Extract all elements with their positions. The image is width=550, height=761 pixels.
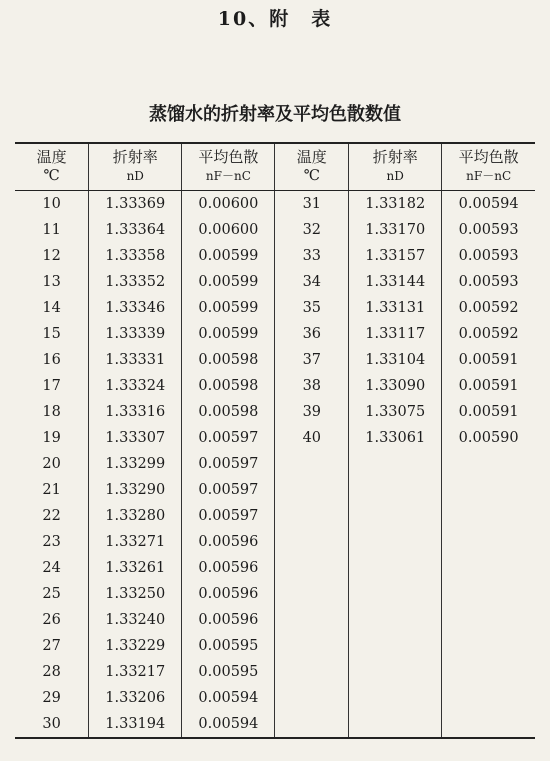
refractive-index-cell: [349, 581, 442, 607]
refractive-index-cell: 1.33229: [89, 633, 182, 659]
dispersion-cell: [442, 451, 535, 477]
refractive-index-cell: [349, 555, 442, 581]
refractive-index-cell: 1.33299: [89, 451, 182, 477]
temperature-cell: 32: [275, 217, 349, 243]
dispersion-cell: 0.00596: [182, 607, 275, 633]
table-title: 蒸馏水的折射率及平均色散数值: [149, 104, 401, 125]
header-refractive-index-symbol: nD: [386, 169, 404, 183]
header-dispersion-label: 平均色散: [458, 148, 519, 166]
refractive-index-cell: 1.33352: [89, 269, 182, 295]
header-refractive-index: [89, 143, 182, 191]
temperature-cell: 10: [42, 196, 61, 212]
dispersion-cell: 0.00594: [442, 191, 535, 218]
refractive-index-cell: 1.33280: [89, 503, 182, 529]
dispersion-cell: 0.00599: [182, 269, 275, 295]
header-temperature-unit: ℃: [303, 168, 320, 184]
temperature-cell: 35: [275, 295, 349, 321]
refractive-index-cell: 1.33358: [89, 243, 182, 269]
refractive-index-cell: 1.33117: [349, 321, 442, 347]
table-row: [15, 373, 535, 399]
dispersion-cell: 0.00595: [182, 659, 275, 685]
refractive-index-cell: [349, 477, 442, 503]
refractive-index-cell: 1.33271: [89, 529, 182, 555]
table-row: [15, 555, 535, 581]
temperature-cell: 13: [42, 274, 61, 290]
temperature-cell: 29: [42, 690, 61, 706]
temperature-cell: 30: [15, 711, 89, 738]
table-row: [15, 607, 535, 633]
table-row: [15, 347, 535, 373]
dispersion-cell: 0.00600: [182, 217, 275, 243]
dispersion-cell: [442, 477, 535, 503]
refractive-index-cell: 1.33194: [89, 711, 182, 738]
temperature-cell: 17: [42, 378, 61, 394]
temperature-cell: [275, 633, 349, 659]
dispersion-cell: [442, 711, 535, 738]
temperature-cell: 31: [275, 191, 349, 218]
dispersion-cell: 0.00592: [442, 321, 535, 347]
table-row: [15, 191, 535, 218]
dispersion-cell: 0.00592: [442, 295, 535, 321]
dispersion-cell: 0.00593: [442, 269, 535, 295]
refractive-index-cell: 1.33104: [349, 347, 442, 373]
header-temperature: [275, 143, 349, 191]
refractive-index-cell: [349, 711, 442, 738]
dispersion-cell: 0.00594: [182, 711, 275, 738]
dispersion-cell: [442, 633, 535, 659]
refractive-index-cell: 1.33324: [89, 373, 182, 399]
refractive-index-cell: 1.33346: [89, 295, 182, 321]
dispersion-cell: 0.00598: [182, 399, 275, 425]
refractive-index-cell: [349, 607, 442, 633]
temperature-cell: 25: [42, 586, 61, 602]
table-row: [15, 711, 535, 738]
refractive-index-cell: 1.33316: [89, 399, 182, 425]
refractive-index-cell: [349, 529, 442, 555]
dispersion-cell: 0.00598: [182, 373, 275, 399]
header-refractive-index-symbol: nD: [126, 169, 144, 183]
table-row: [15, 451, 535, 477]
dispersion-cell: 0.00593: [442, 217, 535, 243]
header-refractive-index-label: 折射率: [372, 148, 418, 166]
header-refractive-index: [349, 143, 442, 191]
dispersion-cell: [442, 685, 535, 711]
refractive-index-cell: 1.33131: [349, 295, 442, 321]
temperature-cell: 16: [42, 352, 61, 368]
dispersion-cell: 0.00596: [182, 581, 275, 607]
temperature-cell: [275, 607, 349, 633]
temperature-cell: [275, 477, 349, 503]
table-row: [15, 269, 535, 295]
header-temperature-label: 温度: [36, 148, 67, 166]
dispersion-cell: 0.00597: [182, 503, 275, 529]
table-row: [15, 529, 535, 555]
dispersion-cell: 0.00594: [182, 685, 275, 711]
table-row: [15, 477, 535, 503]
dispersion-cell: [442, 607, 535, 633]
refractive-index-cell: 1.33090: [349, 373, 442, 399]
header-refractive-index-label: 折射率: [112, 148, 158, 166]
temperature-cell: 14: [42, 300, 61, 316]
temperature-cell: [275, 529, 349, 555]
dispersion-cell: 0.00597: [182, 451, 275, 477]
header-temperature: [15, 143, 89, 191]
table-row: [15, 399, 535, 425]
temperature-cell: 26: [42, 612, 61, 628]
dispersion-cell: 0.00593: [442, 243, 535, 269]
refractive-index-cell: 1.33144: [349, 269, 442, 295]
temperature-cell: 33: [275, 243, 349, 269]
refractive-index-cell: 1.33261: [89, 555, 182, 581]
refractive-index-cell: 1.33240: [89, 607, 182, 633]
temperature-cell: 24: [42, 560, 61, 576]
temperature-cell: 15: [42, 326, 61, 342]
table-body: [15, 191, 535, 739]
refractive-index-cell: 1.33307: [89, 425, 182, 451]
dispersion-cell: [442, 555, 535, 581]
refractive-index-cell: 1.33170: [349, 217, 442, 243]
dispersion-cell: 0.00591: [442, 347, 535, 373]
dispersion-cell: 0.00591: [442, 373, 535, 399]
dispersion-cell: 0.00599: [182, 321, 275, 347]
temperature-cell: 22: [42, 508, 61, 524]
dispersion-cell: 0.00599: [182, 243, 275, 269]
temperature-cell: 12: [42, 248, 61, 264]
temperature-cell: [275, 451, 349, 477]
section-title: 10、附 表: [217, 8, 333, 30]
refractive-index-cell: 1.33290: [89, 477, 182, 503]
refractive-index-cell: 1.33250: [89, 581, 182, 607]
dispersion-cell: 0.00597: [182, 425, 275, 451]
header-dispersion-symbol: nF－nC: [466, 169, 512, 183]
temperature-cell: 38: [275, 373, 349, 399]
temperature-cell: 28: [42, 664, 61, 680]
dispersion-cell: 0.00598: [182, 347, 275, 373]
table-row: [15, 685, 535, 711]
temperature-cell: [275, 555, 349, 581]
temperature-cell: 23: [42, 534, 61, 550]
temperature-cell: [275, 581, 349, 607]
dispersion-cell: [442, 581, 535, 607]
refractive-index-cell: [349, 685, 442, 711]
temperature-cell: 27: [42, 638, 61, 654]
table-row: [15, 295, 535, 321]
refractive-index-cell: 1.33339: [89, 321, 182, 347]
dispersion-cell: [442, 659, 535, 685]
header-temperature-label: 温度: [296, 148, 327, 166]
dispersion-cell: 0.00596: [182, 529, 275, 555]
table-row: [15, 581, 535, 607]
dispersion-cell: 0.00597: [182, 477, 275, 503]
temperature-cell: [275, 685, 349, 711]
refractive-index-cell: 1.33061: [349, 425, 442, 451]
temperature-cell: [275, 503, 349, 529]
table-row: [15, 321, 535, 347]
refractive-index-cell: 1.33182: [349, 191, 442, 218]
temperature-cell: 19: [42, 430, 61, 446]
temperature-cell: 40: [275, 425, 349, 451]
table-header-row: [15, 143, 535, 191]
refractive-index-table: [15, 142, 535, 739]
dispersion-cell: 0.00596: [182, 555, 275, 581]
refractive-index-cell: [349, 451, 442, 477]
refractive-index-cell: [349, 659, 442, 685]
header-dispersion-label: 平均色散: [198, 148, 259, 166]
temperature-cell: 20: [42, 456, 61, 472]
dispersion-cell: 0.00591: [442, 399, 535, 425]
temperature-cell: 18: [42, 404, 61, 420]
temperature-cell: [275, 659, 349, 685]
refractive-index-cell: 1.33369: [89, 191, 182, 218]
dispersion-cell: 0.00590: [442, 425, 535, 451]
dispersion-cell: [442, 503, 535, 529]
temperature-cell: 34: [275, 269, 349, 295]
dispersion-cell: 0.00600: [182, 191, 275, 218]
table-row: [15, 243, 535, 269]
header-dispersion-symbol: nF－nC: [205, 169, 251, 183]
refractive-index-cell: 1.33157: [349, 243, 442, 269]
refractive-index-cell: 1.33364: [89, 217, 182, 243]
temperature-cell: 39: [275, 399, 349, 425]
dispersion-cell: [442, 529, 535, 555]
table-row: [15, 659, 535, 685]
temperature-cell: 11: [42, 222, 61, 238]
dispersion-cell: 0.00595: [182, 633, 275, 659]
refractive-index-cell: 1.33206: [89, 685, 182, 711]
refractive-index-cell: 1.33331: [89, 347, 182, 373]
header-dispersion: [182, 143, 275, 191]
header-temperature-unit: ℃: [43, 168, 60, 184]
header-dispersion: [442, 143, 535, 191]
table-row: [15, 217, 535, 243]
temperature-cell: 36: [275, 321, 349, 347]
temperature-cell: [275, 711, 349, 738]
refractive-index-cell: [349, 633, 442, 659]
temperature-cell: 37: [275, 347, 349, 373]
table-row: [15, 425, 535, 451]
refractive-index-cell: 1.33217: [89, 659, 182, 685]
refractive-index-cell: [349, 503, 442, 529]
table-row: [15, 633, 535, 659]
refractive-index-cell: 1.33075: [349, 399, 442, 425]
dispersion-cell: 0.00599: [182, 295, 275, 321]
table-row: [15, 503, 535, 529]
temperature-cell: 21: [42, 482, 61, 498]
